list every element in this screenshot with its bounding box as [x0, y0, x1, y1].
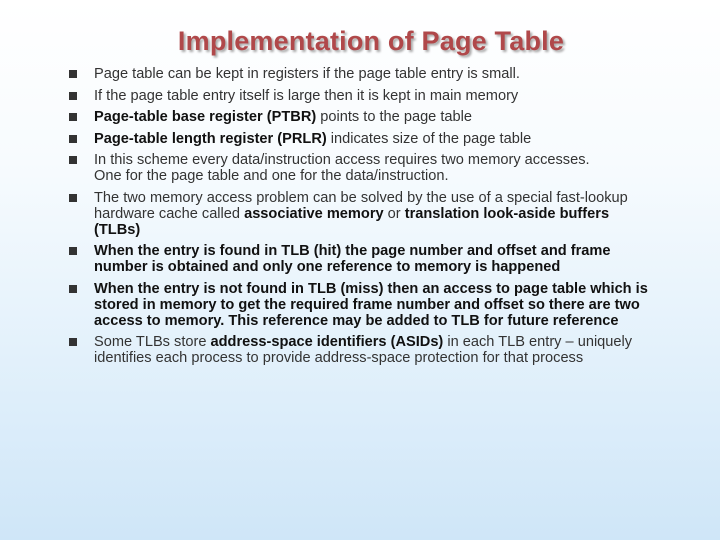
bullet-text: Page table can be kept in registers if the page table entry is small.: [94, 66, 520, 82]
bullet-text-bold: associative memory: [244, 205, 384, 222]
square-bullet-icon: [69, 92, 77, 100]
bullet-text: One for the page table and one for the data/instruction.: [94, 168, 449, 184]
bullet-text-bold: When the entry is not found in TLB (miss) then an access to page table which is stored in memory to get the required frame number and offset so there are two access to memory. This reference may be added to TLB for future reference: [94, 280, 648, 329]
bullet-text: indicates size of the page table: [326, 130, 532, 147]
square-bullet-icon: [69, 247, 77, 255]
bullet-item: [0, 131, 720, 147]
bullet-item: [0, 66, 720, 82]
slide-title: Implementation of Page Table: [177, 26, 565, 56]
bullet-text: The two memory access problem can be solved by the use of a special fast-lookup hardware cache called: [94, 189, 628, 222]
bullet-list: [0, 66, 720, 372]
bullet-text-bold: translation look-aside buffers (TLBs): [94, 205, 610, 238]
bullet-text-bold: address-space identifiers (ASIDs): [210, 334, 444, 350]
bullet-text: or: [383, 205, 405, 222]
bullet-item: [0, 88, 720, 104]
bullet-text: Some TLBs store: [94, 334, 211, 350]
bullet-item: [0, 281, 720, 329]
bullet-text-bold: Page-table length register (PRLR): [94, 130, 327, 147]
bullet-text: in each TLB entry – uniquely identifies each process to provide address-space protection for that process: [94, 334, 633, 366]
square-bullet-icon: [69, 70, 77, 78]
bullet-item: [0, 109, 720, 125]
square-bullet-icon: [69, 338, 77, 346]
bullet-text: points to the page table: [316, 109, 473, 125]
square-bullet-icon: [69, 194, 77, 202]
bullet-text-bold: When the entry is found in TLB (hit) the page number and offset and frame number is obtained and only one reference to memory is happened: [94, 243, 611, 275]
bullet-text: In this scheme every data/instruction access requires two memory accesses.: [94, 152, 590, 168]
bullet-item: [0, 334, 720, 366]
bullet-text-bold: Page-table base register (PTBR): [94, 109, 317, 125]
bullet-item: [0, 152, 720, 184]
bullet-item: [0, 190, 720, 238]
bullet-item: [0, 243, 720, 275]
square-bullet-icon: [69, 113, 77, 121]
bullet-text: If the page table entry itself is large then it is kept in main memory: [94, 87, 519, 104]
square-bullet-icon: [69, 285, 77, 293]
square-bullet-icon: [69, 156, 77, 164]
square-bullet-icon: [69, 135, 77, 143]
